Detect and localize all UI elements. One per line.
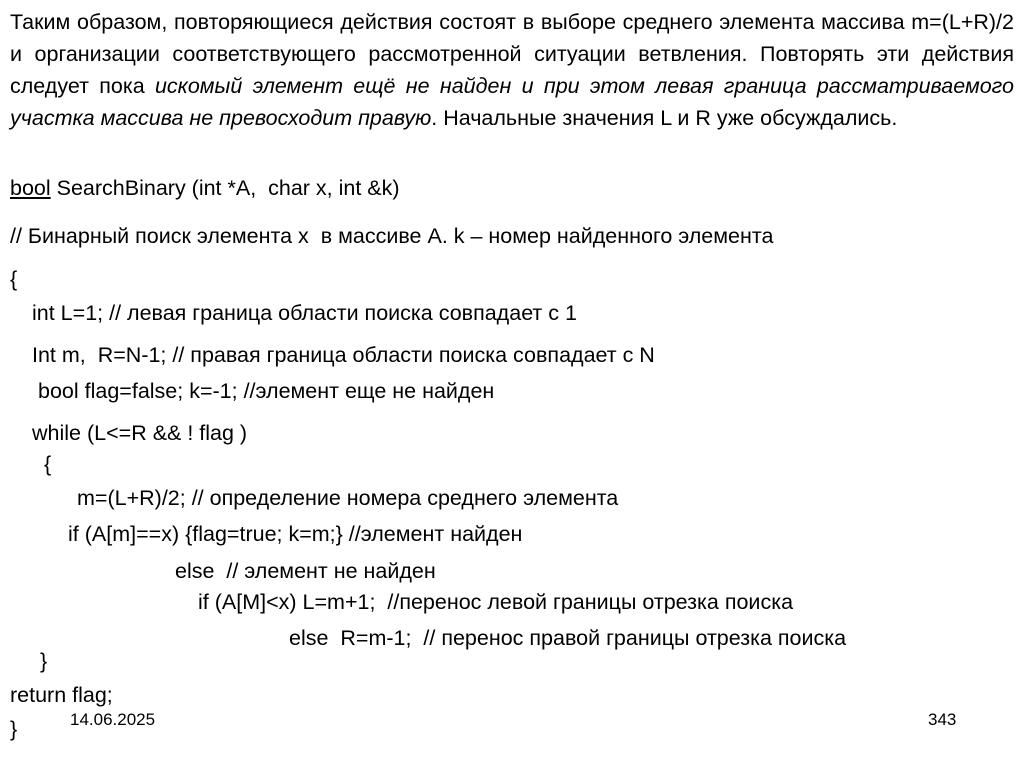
- intro-text-part1: Таким образом, повторяющиеся действия состоят в выборе среднего элемента массива m=(L+R)/2 и организации соответствующего рассмотренной ситуации ветвления. Повторять эти действия следует пока: [10, 10, 1014, 98]
- code-while-close-brace: }: [40, 649, 48, 673]
- signature-rest: SearchBinary (int *A, char x, int &k): [50, 176, 400, 200]
- code-signature: [10, 175, 400, 201]
- code-line-return: return flag;: [10, 683, 113, 707]
- code-line-mR: Int m, R=N-1; // правая граница области поиска совпадает с N: [32, 343, 655, 367]
- footer-date: 14.06.2025: [70, 710, 156, 729]
- code-close-brace: }: [10, 717, 18, 741]
- footer-page-number: 343: [928, 710, 957, 729]
- intro-text-part2: . Начальные значения L и R уже обсуждались.: [431, 106, 898, 130]
- code-while-open-brace: {: [44, 452, 52, 476]
- code-line-while: while (L<=R && ! flag ): [32, 421, 248, 445]
- code-line-m: m=(L+R)/2; // определение номера среднего элемента: [77, 486, 619, 510]
- code-line-flag: bool flag=false; k=-1; //элемент еще не найден: [38, 379, 495, 403]
- signature-keyword: bool: [10, 176, 51, 200]
- code-comment-header: // Бинарный поиск элемента х в массиве А. k – номер найденного элемента: [10, 224, 774, 248]
- code-line-else1: else // элемент не найден: [175, 559, 436, 583]
- code-line-else2: else R=m-1; // перенос правой границы отрезка поиска: [289, 626, 847, 650]
- intro-text-italic: искомый элемент ещё не найден и при этом левая граница рассматриваемого участка массива не превосходит правую: [10, 74, 1014, 130]
- intro-paragraph: [10, 6, 1014, 134]
- code-line-if: if (A[m]==x) {flag=true; k=m;} //элемент найден: [68, 522, 523, 546]
- code-line-if2: if (A[M]<x) L=m+1; //перенос левой границы отрезка поиска: [198, 590, 794, 614]
- code-line-L: int L=1; // левая граница области поиска совпадает с 1: [32, 301, 577, 325]
- code-open-brace: {: [10, 267, 18, 291]
